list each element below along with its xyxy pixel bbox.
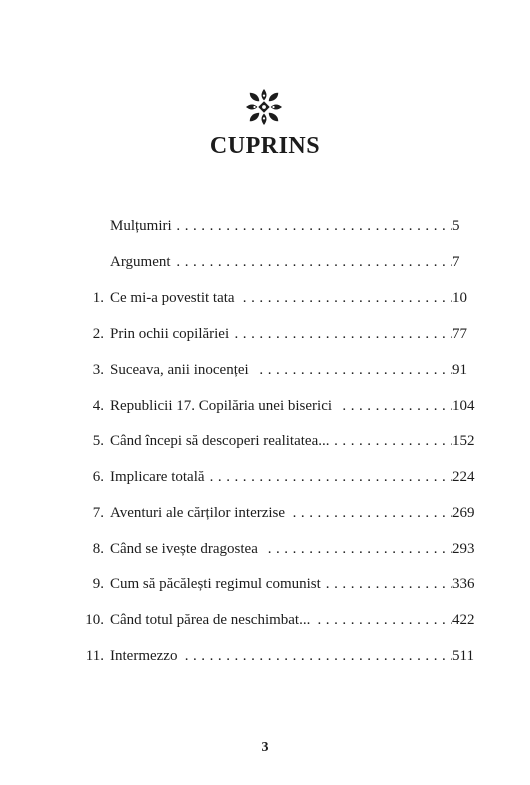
toc-entry-title-line xyxy=(110,215,452,237)
toc-entry-number: 6. xyxy=(92,469,104,485)
toc-entry-title: Republicii 17. Copilăria unei biserici xyxy=(110,398,337,414)
toc-entry-page-number: 77 xyxy=(452,326,467,342)
toc-entry[interactable] xyxy=(0,430,530,452)
toc-entry-title-line xyxy=(110,287,452,309)
toc-entry[interactable] xyxy=(0,502,530,524)
toc-entry[interactable] xyxy=(0,573,530,595)
toc-entry-title-line xyxy=(110,251,452,273)
toc-entry-number: 8. xyxy=(92,541,104,557)
toc-entry-title-line xyxy=(110,323,452,345)
toc-entry-page xyxy=(452,251,482,273)
toc-entry-number: 4. xyxy=(92,398,104,414)
toc-entry-number: 5. xyxy=(92,433,104,449)
page-title: CUPRINS xyxy=(209,133,321,159)
toc-entry-page-number: 7 xyxy=(452,254,460,270)
toc-entry[interactable] xyxy=(0,323,530,345)
toc-entry-page xyxy=(452,359,482,381)
toc-entry-number: 7. xyxy=(92,505,104,521)
toc-entry-page-number: 224 xyxy=(452,469,475,485)
toc-entry-page xyxy=(452,645,482,667)
toc-entry-page xyxy=(452,430,482,452)
toc-entry-page-number: 91 xyxy=(452,362,467,378)
toc-entry[interactable] xyxy=(0,287,530,309)
toc-entry-page xyxy=(452,573,482,595)
toc-entry-page-number: 269 xyxy=(452,505,475,521)
toc-entry-page xyxy=(452,609,482,631)
toc-entry-title: Cum să păcălești regimul comunist xyxy=(110,576,326,592)
toc-entry-page-number: 511 xyxy=(452,648,474,664)
toc-entry-title-line xyxy=(110,502,452,524)
toc-entry-title: Implicare totală xyxy=(110,469,210,485)
toc-entry[interactable] xyxy=(0,395,530,417)
toc-entry-title: Ce mi-a povestit tata xyxy=(110,290,240,306)
toc-entry-number: 1. xyxy=(92,290,104,306)
toc-entry-page xyxy=(452,502,482,524)
toc-entry-title-line xyxy=(110,538,452,560)
toc-entry-title-line xyxy=(110,645,452,667)
toc-entry-page xyxy=(452,323,482,345)
toc-entry[interactable] xyxy=(0,538,530,560)
toc-entry-title-line xyxy=(110,359,452,381)
toc-entry-page-number: 422 xyxy=(452,612,475,628)
toc-entry-number: 3. xyxy=(92,362,104,378)
toc-entry-number: 11. xyxy=(85,648,104,664)
toc-entry-page xyxy=(452,215,482,237)
toc-entry[interactable] xyxy=(0,645,530,667)
toc-entry-title: Când totul părea de neschimbat... xyxy=(110,612,315,628)
toc-entry-title: Suceava, anii inocenței xyxy=(110,362,254,378)
toc-entry[interactable] xyxy=(0,359,530,381)
toc-entry-number: 2. xyxy=(92,326,104,342)
toc-entry-number: 9. xyxy=(92,576,104,592)
toc-entry-title-line xyxy=(110,395,452,417)
toc-entry-title-line xyxy=(110,573,452,595)
floral-ornament-icon xyxy=(245,88,283,126)
toc-entry-title-line xyxy=(110,430,452,452)
toc-entry-page xyxy=(452,395,482,417)
toc-entry-page-number: 293 xyxy=(452,541,475,557)
toc-entry-page xyxy=(452,287,482,309)
toc-entry-number: 10. xyxy=(85,612,104,628)
toc-entry[interactable] xyxy=(0,466,530,488)
toc-entry[interactable] xyxy=(0,251,530,273)
toc-entry-title: Mulțumiri xyxy=(110,218,177,234)
toc-entry-page xyxy=(452,466,482,488)
toc-entry[interactable] xyxy=(0,609,530,631)
toc-entry-page-number: 5 xyxy=(452,218,460,234)
toc-entry-title: Aventuri ale cărților interzise xyxy=(110,505,290,521)
toc-entry-title: Intermezzo xyxy=(110,648,182,664)
toc-entry-page xyxy=(452,538,482,560)
toc-entry-title: Când se ivește dragostea xyxy=(110,541,263,557)
toc-entry-title-line xyxy=(110,609,452,631)
toc-entry-page-number: 336 xyxy=(452,576,475,592)
toc-entry-page-number: 10 xyxy=(452,290,467,306)
toc-entry-title-line xyxy=(110,466,452,488)
toc-entry-page-number: 104 xyxy=(452,398,475,414)
page-number: 3 xyxy=(261,740,269,755)
toc-entry-title: Argument xyxy=(110,254,176,270)
toc-entry-page-number: 152 xyxy=(452,433,475,449)
toc-entry-title: Prin ochii copilăriei xyxy=(110,326,234,342)
toc-entry[interactable] xyxy=(0,215,530,237)
toc-entry-title: Când începi să descoperi realitatea... xyxy=(110,433,335,449)
